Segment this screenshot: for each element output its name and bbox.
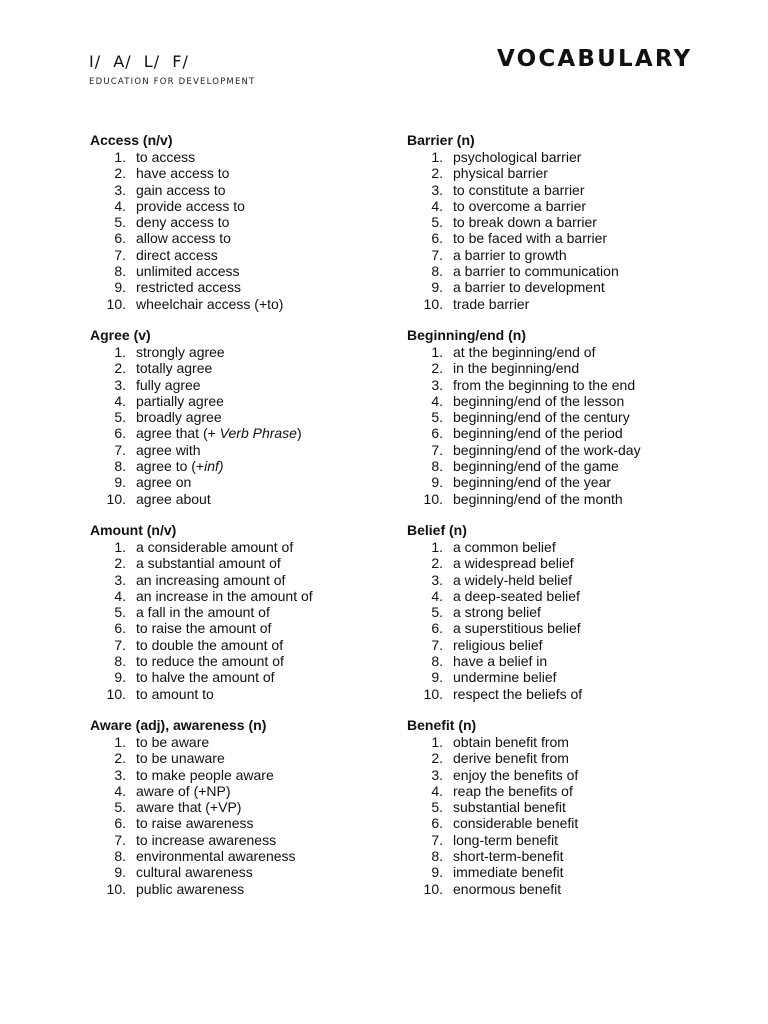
list-item [407, 149, 737, 165]
item-text: an increasing amount of [136, 571, 286, 588]
item-text: strongly agree [136, 343, 225, 360]
list-item [90, 539, 420, 555]
item-text: respect the beliefs of [453, 685, 583, 702]
item-number: 3. [114, 376, 126, 393]
list-item [90, 832, 420, 848]
item-number: 7. [431, 246, 443, 263]
item-text: a superstitious belief [453, 620, 581, 637]
list-item [407, 377, 737, 393]
item-number: 1. [114, 343, 126, 360]
item-text: a widespread belief [453, 555, 574, 572]
vocab-section [90, 132, 420, 312]
list-item [407, 409, 737, 425]
item-number: 8. [431, 263, 443, 280]
item-text: a barrier to development [453, 279, 605, 296]
item-text: a substantial amount of [136, 555, 281, 572]
item-number: 8. [114, 653, 126, 670]
item-number: 2. [431, 360, 443, 377]
item-number: 7. [114, 831, 126, 848]
item-number: 5. [114, 409, 126, 426]
item-number: 5. [431, 604, 443, 621]
section-title: Barrier (n) [407, 132, 475, 148]
item-text: agree with [136, 441, 201, 458]
list-item [407, 458, 737, 474]
list-item [407, 799, 737, 815]
item-number: 3. [114, 766, 126, 783]
item-number: 2. [114, 750, 126, 767]
item-number: 2. [431, 750, 443, 767]
list-item [90, 393, 420, 409]
section-title: Access (n/v) [90, 132, 173, 148]
item-text: aware of (+NP) [136, 782, 231, 799]
list-item [407, 620, 737, 636]
vocab-section [407, 132, 737, 312]
item-number: 7. [431, 831, 443, 848]
list-item [90, 686, 420, 702]
list-item [90, 263, 420, 279]
list-item [407, 555, 737, 571]
list-item [90, 344, 420, 360]
item-number: 8. [431, 847, 443, 864]
list-item [407, 279, 737, 295]
item-text: to be aware [136, 733, 210, 750]
section-title: Amount (n/v) [90, 521, 177, 538]
list-item [407, 637, 737, 653]
item-text: psychological barrier [453, 149, 582, 165]
item-text: unlimited access [136, 263, 240, 280]
item-text: wheelchair access (+to) [136, 295, 284, 312]
item-number: 3. [431, 766, 443, 783]
item-text: have a belief in [453, 653, 548, 670]
item-number: 8. [114, 263, 126, 280]
section-title: Agree (v) [90, 326, 151, 343]
item-text: a fall in the amount of [136, 604, 270, 621]
item-number: 5. [431, 214, 443, 231]
item-text: a widely-held belief [453, 571, 573, 588]
organization-logo: I/ A/ L/ F/ [89, 52, 189, 71]
list-item [90, 458, 420, 474]
list-item [407, 230, 737, 246]
item-text: immediate benefit [453, 864, 564, 881]
list-item [90, 360, 420, 376]
item-number: 7. [431, 441, 443, 458]
item-number: 10. [423, 880, 443, 897]
item-number: 9. [431, 864, 443, 881]
item-number: 6. [114, 230, 126, 247]
item-number: 7. [114, 441, 126, 458]
item-text: to be unaware [136, 750, 225, 767]
item-text: to halve the amount of [136, 669, 275, 686]
item-number: 1. [114, 149, 126, 165]
item-number: 6. [114, 620, 126, 637]
list-item [407, 815, 737, 831]
item-text: from the beginning to the end [453, 376, 636, 393]
item-text: to reduce the amount of [136, 653, 284, 670]
item-number: 6. [431, 815, 443, 832]
item-text: a common belief [453, 538, 556, 555]
item-text: undermine belief [453, 669, 557, 686]
item-text: aware that (+VP) [136, 799, 242, 816]
item-text: cultural awareness [136, 864, 253, 881]
item-text: a deep-seated belief [453, 587, 580, 604]
list-item [90, 620, 420, 636]
item-number: 9. [114, 474, 126, 491]
item-number: 4. [431, 782, 443, 799]
item-number: 4. [114, 587, 126, 604]
list-item [407, 864, 737, 880]
list-item [407, 182, 737, 198]
item-number: 2. [114, 555, 126, 572]
item-text: to break down a barrier [453, 214, 597, 231]
list-item [407, 750, 737, 766]
vocab-section [407, 522, 737, 702]
list-item [407, 604, 737, 620]
item-text: a barrier to communication [453, 263, 619, 280]
item-text: enormous benefit [453, 880, 562, 897]
item-number: 7. [431, 636, 443, 653]
list-item [407, 767, 737, 783]
item-number: 1. [431, 343, 443, 360]
item-text: public awareness [136, 880, 245, 897]
item-text: beginning/end of the period [453, 425, 623, 442]
item-text: to be faced with a barrier [453, 230, 608, 247]
list-item [90, 247, 420, 263]
item-text: a strong belief [453, 604, 541, 621]
item-text: to increase awareness [136, 831, 277, 848]
list-item [407, 165, 737, 181]
item-text: to raise the amount of [136, 620, 272, 637]
item-text: obtain benefit from [453, 733, 569, 750]
list-item [407, 848, 737, 864]
item-text: a considerable amount of [136, 538, 294, 555]
list-item [90, 750, 420, 766]
item-text: reap the benefits of [453, 782, 573, 799]
list-item [90, 409, 420, 425]
item-number: 4. [431, 392, 443, 409]
item-number: 9. [431, 279, 443, 296]
item-number: 6. [431, 230, 443, 247]
item-number: 8. [114, 847, 126, 864]
item-number: 5. [431, 409, 443, 426]
item-text: to constitute a barrier [453, 181, 585, 198]
item-text: agree to (+inf) [136, 458, 224, 475]
list-item [407, 832, 737, 848]
list-item [90, 377, 420, 393]
list-item [407, 881, 737, 897]
item-number: 5. [114, 214, 126, 231]
item-number: 8. [431, 458, 443, 475]
item-text: allow access to [136, 230, 231, 247]
item-text: totally agree [136, 360, 213, 377]
list-item [407, 653, 737, 669]
item-text: in the beginning/end [453, 360, 580, 377]
item-number: 1. [431, 538, 443, 555]
item-text: considerable benefit [453, 815, 579, 832]
list-item [90, 848, 420, 864]
item-number: 6. [114, 815, 126, 832]
list-item [90, 572, 420, 588]
organization-tagline: EDUCATION FOR DEVELOPMENT [89, 77, 256, 87]
item-number: 9. [114, 669, 126, 686]
item-number: 10. [423, 490, 443, 507]
item-text: agree that (+ Verb Phrase) [136, 425, 302, 442]
item-text: derive benefit from [453, 750, 569, 767]
item-text: physical barrier [453, 165, 548, 182]
item-number: 9. [114, 279, 126, 296]
list-item [407, 474, 737, 490]
item-text: at the beginning/end of [453, 343, 596, 360]
item-number: 10. [106, 685, 126, 702]
item-text: beginning/end of the game [453, 458, 619, 475]
item-text: long-term benefit [453, 831, 559, 848]
section-title: Belief (n) [407, 521, 467, 538]
item-text: partially agree [136, 392, 224, 409]
list-item [90, 214, 420, 230]
list-item [407, 425, 737, 441]
item-number: 2. [114, 165, 126, 182]
item-number: 9. [114, 864, 126, 881]
item-number: 3. [431, 376, 443, 393]
list-item [407, 783, 737, 799]
item-number: 10. [106, 880, 126, 897]
item-text: fully agree [136, 376, 201, 393]
item-number: 9. [431, 474, 443, 491]
item-text: beginning/end of the month [453, 490, 623, 507]
item-text: beginning/end of the year [453, 474, 612, 491]
item-text: agree on [136, 474, 192, 491]
item-number: 4. [114, 392, 126, 409]
list-item [90, 442, 420, 458]
item-number: 10. [423, 685, 443, 702]
list-item [90, 604, 420, 620]
list-item [407, 442, 737, 458]
list-item [90, 653, 420, 669]
list-item [407, 214, 737, 230]
item-number: 3. [431, 181, 443, 198]
list-item [407, 263, 737, 279]
list-item [90, 881, 420, 897]
item-number: 5. [114, 604, 126, 621]
item-text: to raise awareness [136, 815, 254, 832]
item-number: 5. [114, 799, 126, 816]
item-text: provide access to [136, 197, 245, 214]
list-item [407, 669, 737, 685]
item-number: 1. [431, 733, 443, 750]
list-item [90, 491, 420, 507]
list-item [90, 149, 420, 165]
item-text: agree about [136, 490, 211, 507]
item-number: 10. [106, 490, 126, 507]
item-number: 6. [114, 425, 126, 442]
list-item [90, 637, 420, 653]
item-text: a barrier to growth [453, 246, 567, 263]
item-number: 1. [114, 733, 126, 750]
item-number: 10. [423, 295, 443, 312]
item-text: enjoy the benefits of [453, 766, 579, 783]
item-text: short-term-benefit [453, 847, 564, 864]
list-item [407, 734, 737, 750]
item-number: 6. [431, 620, 443, 637]
list-item [407, 296, 737, 312]
list-item [90, 734, 420, 750]
item-text: broadly agree [136, 409, 222, 426]
list-item [90, 783, 420, 799]
list-item [90, 767, 420, 783]
item-text: gain access to [136, 181, 226, 198]
item-number: 4. [431, 587, 443, 604]
item-number: 10. [106, 295, 126, 312]
item-number: 9. [431, 669, 443, 686]
list-item [90, 182, 420, 198]
section-title: Aware (adj), awareness (n) [90, 716, 267, 733]
item-number: 1. [114, 538, 126, 555]
section-title: Beginning/end (n) [407, 326, 526, 343]
list-item [90, 198, 420, 214]
item-number: 6. [431, 425, 443, 442]
list-item [407, 686, 737, 702]
item-number: 5. [431, 799, 443, 816]
item-text: religious belief [453, 636, 543, 653]
right-column [407, 132, 737, 912]
vocab-section [90, 327, 420, 507]
list-item [407, 360, 737, 376]
vocab-section [407, 327, 737, 507]
list-item [90, 425, 420, 441]
list-item [407, 588, 737, 604]
item-text: have access to [136, 165, 230, 182]
list-item [407, 247, 737, 263]
item-number: 4. [431, 197, 443, 214]
item-number: 7. [114, 636, 126, 653]
item-text: an increase in the amount of [136, 587, 313, 604]
item-number: 3. [431, 571, 443, 588]
item-number: 3. [114, 571, 126, 588]
list-item [90, 296, 420, 312]
item-text: to make people aware [136, 766, 274, 783]
item-text: beginning/end of the lesson [453, 392, 625, 409]
item-number: 3. [114, 181, 126, 198]
item-text: to access [136, 149, 196, 165]
vocab-section [90, 522, 420, 702]
item-text: to amount to [136, 685, 214, 702]
item-text: to double the amount of [136, 636, 284, 653]
list-item [407, 393, 737, 409]
list-item [407, 491, 737, 507]
item-text: environmental awareness [136, 847, 296, 864]
item-text: to overcome a barrier [453, 197, 587, 214]
item-text: restricted access [136, 279, 242, 296]
list-item [407, 198, 737, 214]
item-number: 2. [431, 165, 443, 182]
list-item [90, 588, 420, 604]
item-text: beginning/end of the century [453, 409, 630, 426]
vocab-section [407, 717, 737, 897]
list-item [90, 669, 420, 685]
list-item [90, 474, 420, 490]
left-column [90, 132, 420, 912]
item-text: substantial benefit [453, 799, 566, 816]
section-title: Benefit (n) [407, 716, 477, 733]
item-number: 7. [114, 246, 126, 263]
page-title: VOCABULARY [497, 46, 693, 72]
item-number: 8. [431, 653, 443, 670]
item-text: direct access [136, 246, 218, 263]
item-text: deny access to [136, 214, 230, 231]
vocab-section [90, 717, 420, 897]
item-number: 8. [114, 458, 126, 475]
list-item [90, 279, 420, 295]
item-text: trade barrier [453, 295, 530, 312]
list-item [90, 815, 420, 831]
list-item [90, 864, 420, 880]
item-number: 2. [114, 360, 126, 377]
list-item [407, 344, 737, 360]
list-item [407, 539, 737, 555]
item-number: 2. [431, 555, 443, 572]
list-item [90, 230, 420, 246]
list-item [90, 799, 420, 815]
item-text: beginning/end of the work-day [453, 441, 641, 458]
list-item [407, 572, 737, 588]
list-item [90, 555, 420, 571]
item-number: 4. [114, 782, 126, 799]
item-number: 1. [431, 149, 443, 165]
item-number: 4. [114, 197, 126, 214]
list-item [90, 165, 420, 181]
